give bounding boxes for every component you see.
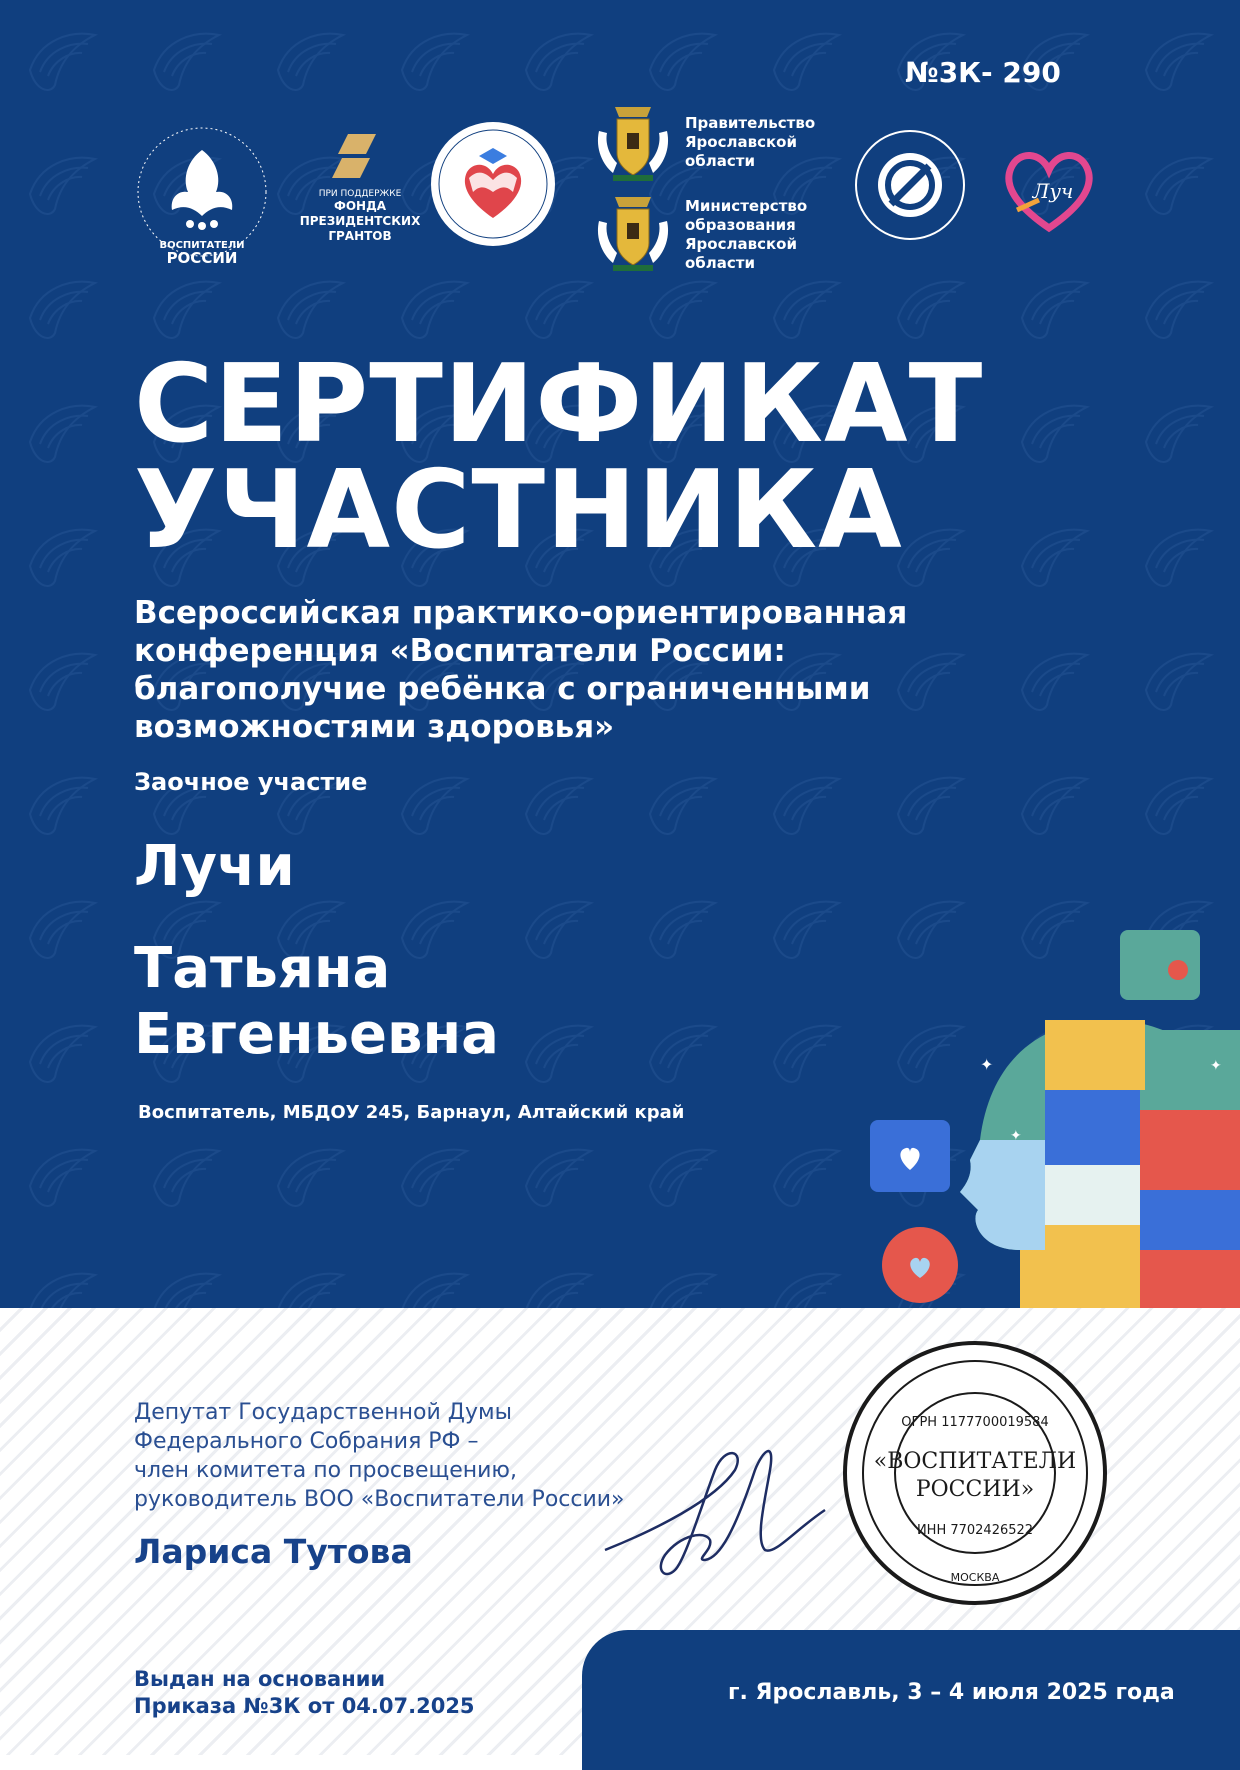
organization-stamp — [840, 1338, 1110, 1608]
iro-emblem-icon — [853, 128, 968, 243]
participant-patronymic: Евгеньевна — [134, 1002, 499, 1067]
stamp-city: МОСКВА — [950, 1571, 1000, 1584]
government-label-line1: Правительство — [685, 114, 816, 132]
footer-place-date: г. Ярославль, 3 – 4 июля 2025 года — [728, 1680, 1175, 1705]
grants-fund-icon — [300, 130, 420, 255]
stamp-center-line2: РОССИИ» — [915, 1477, 1035, 1502]
participation-mode: Заочное участие — [134, 768, 368, 796]
signatory-title-line3: член комитета по просвещению, — [134, 1458, 517, 1483]
government-label-line3: области — [685, 152, 755, 170]
stamp-ogrn: ОГРН 1177700019584 — [901, 1415, 1049, 1430]
certificate-number: №3К- 290 — [905, 56, 1061, 89]
pgf-logo-line4: ГРАНТОВ — [328, 229, 392, 243]
luch-logo — [997, 140, 1102, 235]
issue-basis-line1: Выдан на основании — [134, 1667, 386, 1691]
presidential-grants-fund-logo — [300, 130, 420, 255]
preschool-institute-logo — [427, 118, 559, 250]
participant-position: Воспитатель, МБДОУ 245, Барнаул, Алтайский край — [138, 1102, 685, 1123]
svg-text:✦: ✦ — [1210, 1058, 1222, 1074]
government-label — [685, 114, 815, 171]
ministry-label — [685, 197, 807, 273]
issue-basis — [134, 1666, 475, 1720]
ministry-coat-of-arms-icon — [589, 193, 677, 275]
issue-basis-line2: Приказа №3К от 04.07.2025 — [134, 1694, 475, 1718]
government-label-line2: Ярославской — [685, 133, 797, 151]
ministry-label-line2: образования — [685, 216, 796, 234]
pgf-logo-line2: ФОНДА — [333, 199, 387, 213]
luch-logo-text: Луч — [1032, 179, 1074, 203]
stamp-center-line1: «ВОСПИТАТЕЛИ — [873, 1449, 1077, 1474]
event-name — [134, 594, 954, 746]
svg-text:✦: ✦ — [1010, 1128, 1022, 1144]
title-line2: УЧАСТНИКА — [134, 448, 903, 573]
signatory-name: Лариса Тутова — [134, 1532, 413, 1571]
pgf-logo-line1: ПРИ ПОДДЕРЖКЕ — [318, 189, 402, 199]
event-line1: Всероссийская практико-ориентированная — [134, 595, 908, 631]
government-coat-of-arms-icon — [589, 103, 677, 185]
ministry-label-line3: Ярославской — [685, 235, 797, 253]
handwritten-signature — [595, 1430, 835, 1590]
title-line1: СЕРТИФИКАТ — [134, 342, 984, 467]
luch-heart-icon — [997, 140, 1102, 235]
bird-emblem-icon — [130, 120, 275, 270]
puzzle-head-illustration — [860, 920, 1240, 1308]
ministry-label-line4: области — [685, 254, 755, 272]
voo-logo-line2: РОССИИ — [166, 249, 238, 267]
participant-surname: Лучи — [134, 834, 295, 899]
svg-text:✦: ✦ — [980, 1055, 994, 1074]
signatory-title-line4: руководитель ВОО «Воспитатели России» — [134, 1487, 625, 1512]
event-line3: благополучие ребёнка с ограниченными — [134, 671, 871, 707]
pgf-logo-line3: ПРЕЗИДЕНТСКИХ — [300, 214, 420, 228]
signatory-title-line2: Федерального Собрания РФ – — [134, 1429, 479, 1454]
certificate-title — [134, 342, 984, 573]
iro-logo — [853, 128, 968, 243]
stamp-inn: ИНН 7702426522 — [916, 1523, 1034, 1538]
vospitateli-rossii-logo — [130, 120, 275, 270]
ministry-label-line1: Министерство — [685, 197, 808, 215]
heart-institute-icon — [427, 118, 559, 250]
event-line4: возможностями здоровья» — [134, 709, 615, 745]
signatory-title-line1: Депутат Государственной Думы — [134, 1400, 512, 1425]
event-line2: конференция «Воспитатели России: — [134, 633, 786, 669]
voo-logo-line1: ВОСПИТАТЕЛИ — [159, 240, 245, 251]
participant-first-name: Татьяна — [134, 936, 391, 1001]
